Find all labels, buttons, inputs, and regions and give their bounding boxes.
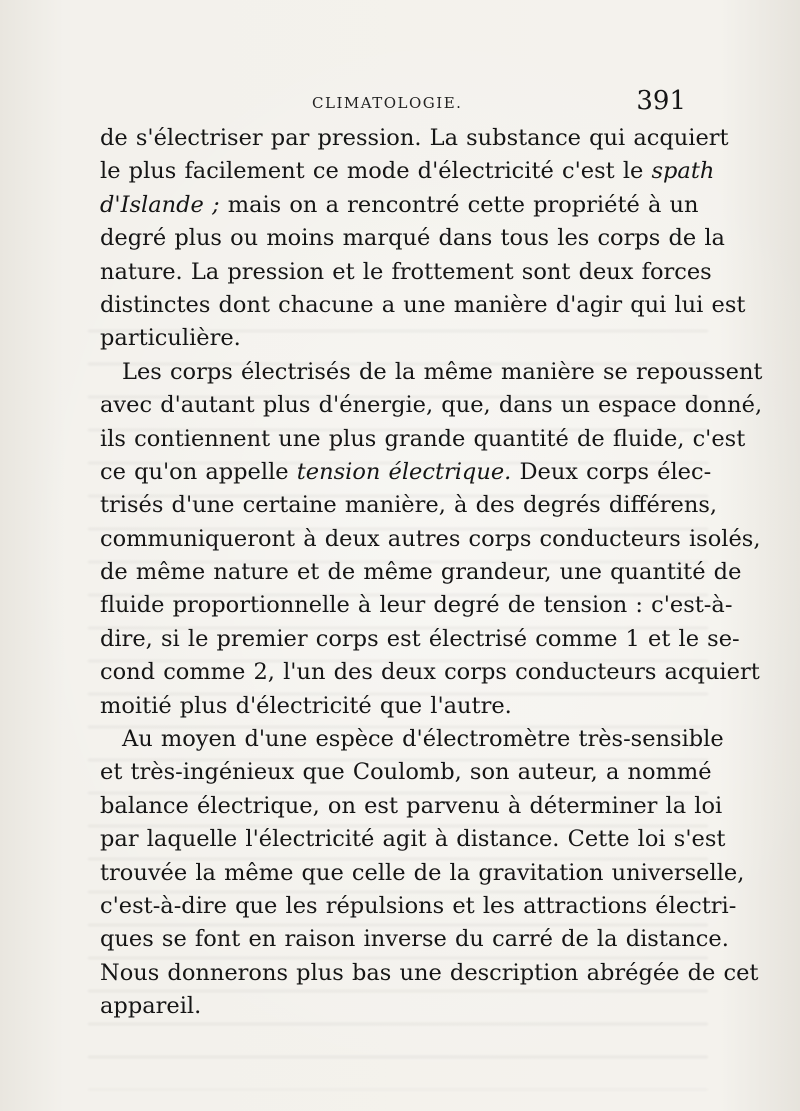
text-line: Nous donnerons plus bas une description abrégée de cet	[100, 959, 759, 986]
text-line: ils contiennent une plus grande quantité de fluide, c'est	[100, 425, 746, 452]
text-line: ce qu'on appelle tension électrique. Deux corps élec-	[100, 458, 712, 485]
text-line: distinctes dont chacune a une manière d'agir qui lui est	[100, 291, 746, 318]
text-line: cond comme 2, l'un des deux corps conducteurs acquiert	[100, 659, 760, 686]
page-number: 391	[636, 86, 686, 116]
text-line: nature. La pression et le frottement sont deux forces	[100, 258, 712, 285]
text-line: degré plus ou moins marqué dans tous les corps de la	[100, 225, 725, 252]
paragraph-start-line: Au moyen d'une espèce d'électromètre très-sensible	[122, 726, 724, 753]
text-line: de s'électriser par pression. La substance qui acquiert	[100, 125, 729, 151]
text-line: moitié plus d'électricité que l'autre.	[100, 692, 512, 719]
page-header	[100, 88, 690, 118]
paragraph-start-line: Les corps électrisés de la même manière se repoussent	[122, 358, 763, 385]
text-line: le plus facilement ce mode d'électricité c'est le spath	[100, 158, 715, 185]
text-line: trisés d'une certaine manière, à des degrés différens,	[100, 492, 718, 519]
body-text	[100, 122, 763, 1024]
text-line: de même nature et de même grandeur, une quantité de	[100, 559, 742, 586]
text-line: ques se font en raison inverse du carré de la distance.	[100, 926, 729, 953]
text-line: appareil.	[100, 993, 202, 1020]
text-line: d'Islande ; mais on a rencontré cette propriété à un	[100, 191, 699, 218]
text-line: fluide proportionnelle à leur degré de tension : c'est-à-	[100, 592, 733, 619]
text-line: par laquelle l'électricité agit à distance. Cette loi s'est	[100, 826, 726, 853]
text-line: balance électrique, on est parvenu à déterminer la loi	[100, 792, 723, 819]
text-line: particulière.	[100, 325, 241, 352]
text-line: c'est-à-dire que les répulsions et les attractions électri-	[100, 892, 737, 919]
text-line: avec d'autant plus d'énergie, que, dans un espace donné,	[100, 392, 763, 419]
text-line: et très-ingénieux que Coulomb, son auteur, a nommé	[100, 759, 712, 786]
text-line: dire, si le premier corps est électrisé comme 1 et le se-	[100, 625, 740, 652]
running-head: CLIMATOLOGIE.	[312, 94, 463, 112]
text-line: trouvée la même que celle de la gravitation universelle,	[100, 859, 745, 886]
text-line: communiqueront à deux autres corps conducteurs isolés,	[100, 525, 761, 552]
